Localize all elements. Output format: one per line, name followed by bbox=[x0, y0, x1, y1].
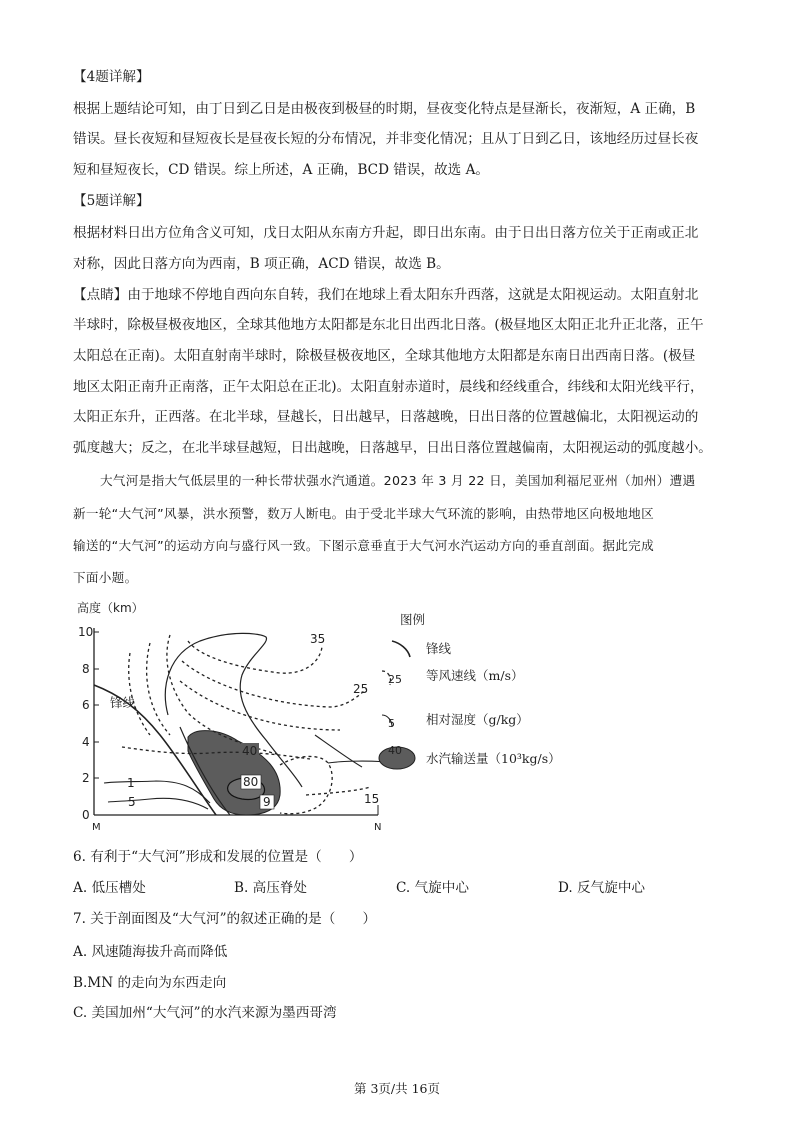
legend-item-vapor: 水汽输送量（10³kg/s） bbox=[426, 751, 561, 766]
tip-line-3: 太阳总在正南)。太阳直射南半球时，除极昼极夜地区，全球其他地方太阳都是东南日出西南日落。(极昼 bbox=[73, 348, 696, 364]
dashed-contour-5 bbox=[182, 661, 369, 707]
cross-section-figure bbox=[70, 595, 561, 835]
q5-line-1: 根据材料日出方位角含义可知，戊日太阳从东南方升起，即日出东南。由于日出日落方位关于正南或正北 bbox=[73, 225, 699, 241]
q5-header: 【5题详解】 bbox=[73, 193, 150, 209]
legend-item-wind: 等风速线（m/s） bbox=[426, 668, 524, 683]
material-line-3: 输送的“大气河”的运动方向与盛行风一致。下图示意垂直于大气河水汽运动方向的垂直剖面。据此完成 bbox=[73, 538, 654, 553]
material-line-4: 下面小题。 bbox=[73, 570, 138, 585]
x-label-m: M bbox=[92, 822, 101, 833]
tip-line-2: 半球时，除极昼极夜地区，全球其他地方太阳都是东北日出西北日落。(极昼地区太阳正北升正北落，正午 bbox=[73, 317, 704, 333]
y-tick-label-2: 2 bbox=[82, 771, 90, 785]
contour-label-40: 40 bbox=[242, 744, 258, 758]
y-tick-label-10: 10 bbox=[78, 625, 94, 639]
dashed-contour-6 bbox=[180, 681, 340, 730]
legend-wind-sample: 25 bbox=[388, 673, 402, 686]
dashed-contour-2 bbox=[147, 643, 170, 735]
y-tick-label-0: 0 bbox=[82, 808, 90, 822]
q7-stem: 7. 关于剖面图及“大气河”的叙述正确的是（ ） bbox=[73, 911, 377, 927]
dashed-contour-9 bbox=[306, 787, 370, 795]
q7-option-a[interactable]: A. 风速随海拔升高而降低 bbox=[73, 944, 228, 960]
q6-stem: 6. 有利于“大气河”形成和发展的位置是（ ） bbox=[73, 849, 363, 865]
q4-line-2: 错误。昼长夜短和昼短夜长是昼夜长短的分布情况，并非变化情况；且从丁日到乙日，该地经历过昼长夜 bbox=[73, 131, 699, 147]
legend-item-humidity: 相对湿度（g/kg） bbox=[426, 712, 529, 727]
q6-option-a[interactable]: A. 低压槽处 bbox=[73, 880, 146, 896]
contour-label-35: 35 bbox=[310, 632, 326, 646]
dashed-contour-4 bbox=[188, 641, 322, 673]
q7-option-c[interactable]: C. 美国加州“大气河”的水汽来源为墨西哥湾 bbox=[73, 1005, 337, 1021]
front-label: 锋线 bbox=[110, 695, 136, 710]
dashed-contour-8 bbox=[280, 756, 332, 813]
contour-label-9: 9 bbox=[263, 795, 271, 809]
tip-line-6: 弧度越大；反之，在北半球昼越短，日出越晚，日落越早，日出日落位置越偏南，太阳视运动的弧度越小。 bbox=[73, 440, 712, 456]
contour-label-80: 80 bbox=[243, 775, 259, 789]
y-tick-label-4: 4 bbox=[82, 735, 90, 749]
y-tick-label-8: 8 bbox=[82, 662, 90, 676]
x-label-n: N bbox=[374, 822, 382, 833]
legend-title: 图例 bbox=[400, 612, 426, 627]
legend-item-front: 锋线 bbox=[426, 641, 452, 656]
q7-option-b[interactable]: B.MN 的走向为东西走向 bbox=[73, 975, 227, 991]
q6-option-c[interactable]: C. 气旋中心 bbox=[396, 880, 469, 896]
contour-label-25: 25 bbox=[353, 682, 369, 696]
y-tick-label-6: 6 bbox=[82, 698, 90, 712]
material-line-2: 新一轮“大气河”风暴，洪水预警，数万人断电。由于受北半球大气环流的影响，由热带地区向极地地区 bbox=[73, 506, 654, 521]
legend-humidity-sample: 5 bbox=[388, 717, 395, 730]
tip-line-1: 【点睛】由于地球不停地自西向东自转，我们在地球上看太阳东升西落，这就是太阳视运动。太阳直射北 bbox=[73, 287, 699, 303]
dashed-contour-1 bbox=[129, 653, 150, 735]
q4-line-1: 根据上题结论可知，由丁日到乙日是由极夜到极昼的时期，昼夜变化特点是昼渐长，夜渐短，A 正确，B bbox=[73, 101, 696, 117]
legend-vapor-sample: 40 bbox=[388, 744, 402, 757]
contour-label-15: 15 bbox=[364, 792, 380, 806]
tip-line-4: 地区太阳正南升正南落，正午太阳总在正北)。太阳直射赤道时，晨线和经线重合，纬线和太阳光线平行， bbox=[73, 379, 704, 395]
y-axis-title: 高度（km） bbox=[77, 601, 144, 615]
humidity-line-5 bbox=[108, 798, 208, 809]
contour-label-5: 5 bbox=[128, 795, 136, 809]
q6-option-b[interactable]: B. 高压脊处 bbox=[234, 880, 308, 896]
material-line-1: 大气河是指大气低层里的一种长带状强水汽通道。2023 年 3 月 22 日，美国加利福尼亚州（加州）遭遇 bbox=[100, 473, 696, 488]
q6-option-d[interactable]: D. 反气旋中心 bbox=[558, 880, 646, 896]
q4-header: 【4题详解】 bbox=[73, 69, 150, 85]
q4-line-3: 短和昼短夜长，CD 错误。综上所述，A 正确，BCD 错误，故选 A。 bbox=[73, 162, 490, 178]
legend-front-symbol bbox=[392, 641, 410, 657]
page-footer: 第 3页/共 16页 bbox=[353, 1081, 441, 1096]
contour-label-1: 1 bbox=[127, 776, 135, 790]
q5-line-2: 对称，因此日落方向为西南，B 项正确，ACD 错误，故选 B。 bbox=[73, 256, 450, 272]
tip-line-5: 太阳正东升，正西落。在北半球，昼越长，日出越早，日落越晚，日出日落的位置越偏北，太阳视运动的 bbox=[73, 409, 699, 425]
